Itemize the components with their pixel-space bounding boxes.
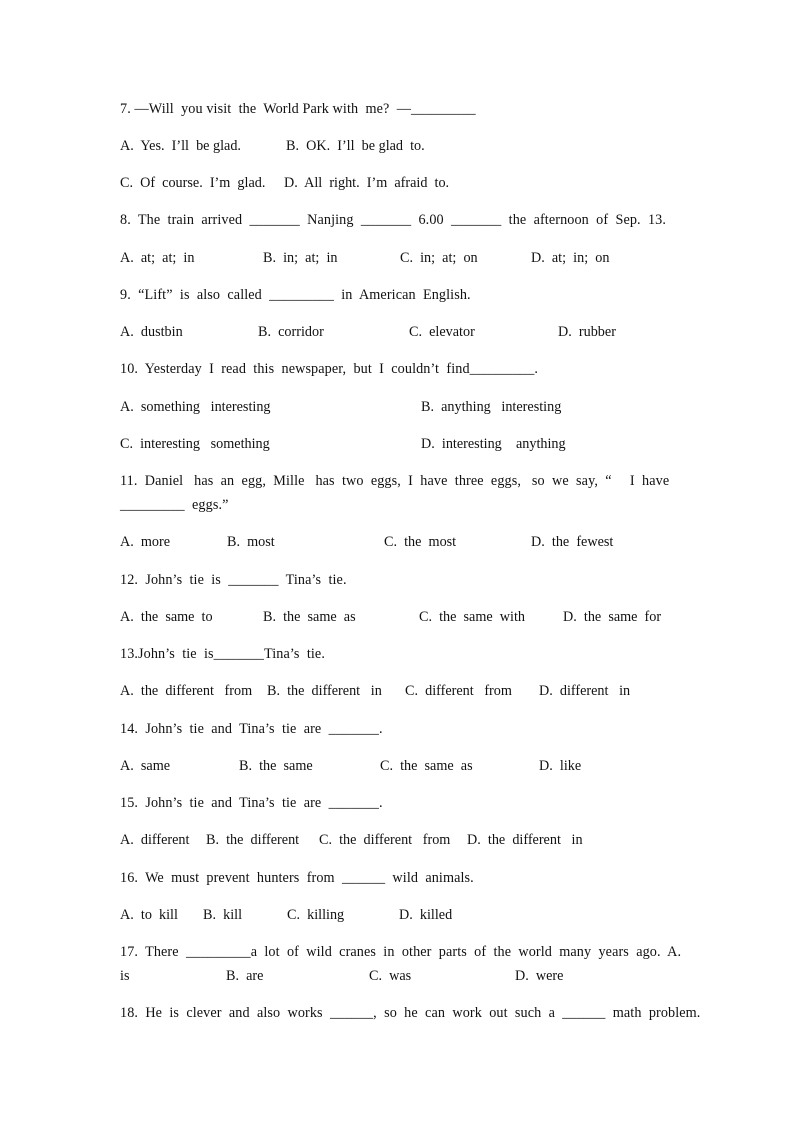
question-11-stem: 11. Daniel has an egg, Mille has two eggs, I have three eggs, so we say, “ I have (120, 473, 670, 489)
option-c: C. the most (384, 534, 457, 550)
option-d: D. different in (539, 683, 631, 699)
question-17-stem: 17. There _________a lot of wild cranes in other parts of the world many years ago. A. (120, 944, 682, 960)
option-a: A. to kill (120, 907, 178, 923)
option-d: D. at; in; on (531, 250, 610, 266)
option-a: A. the different from (120, 683, 253, 699)
option-d: D. rubber (558, 324, 616, 340)
option-d: D. killed (399, 907, 453, 923)
option-d: D. the fewest (531, 534, 614, 550)
option-c: C. the same as (380, 758, 473, 774)
option-a: A. dustbin (120, 324, 183, 340)
option-d: D. were (515, 968, 564, 984)
option-d: D. the same for (563, 609, 662, 625)
option-c: C. elevator (409, 324, 475, 340)
option-b: B. the same as (263, 609, 356, 625)
option-b: B. OK. I’ll be glad to. (286, 138, 425, 154)
option-b: B. kill (203, 907, 243, 923)
option-b: B. anything interesting (421, 399, 562, 415)
question-15-stem: 15. John’s tie and Tina’s tie are _______. (120, 795, 383, 811)
option-b: B. the different (206, 832, 300, 848)
question-11-stem-continued: _________ eggs.” (120, 497, 229, 513)
question-18-stem: 18. He is clever and also works ______, so he can work out such a ______ math problem. (120, 1005, 701, 1021)
option-d: D. interesting anything (421, 436, 566, 452)
option-c: C. in; at; on (400, 250, 478, 266)
question-9-stem: 9. “Lift” is also called _________ in American English. (120, 287, 471, 303)
option-c: C. was (369, 968, 412, 984)
question-14-stem: 14. John’s tie and Tina’s tie are _______. (120, 721, 383, 737)
option-b: B. the same (239, 758, 313, 774)
option-c: C. killing (287, 907, 345, 923)
question-13-stem: 13.John’s tie is_______Tina’s tie. (120, 646, 325, 662)
option-c: C. the same with (419, 609, 525, 625)
option-a: A. more (120, 534, 171, 550)
option-c: C. different from (405, 683, 512, 699)
question-7-stem: 7. —Will you visit the World Park with me? —_________ (120, 101, 476, 117)
option-d: D. All right. I’m afraid to. (284, 175, 450, 191)
option-b: B. most (227, 534, 275, 550)
option-a: A. different (120, 832, 190, 848)
option-c: C. Of course. I’m glad. (120, 175, 266, 191)
option-a: A. something interesting (120, 399, 271, 415)
question-10-stem: 10. Yesterday I read this newspaper, but I couldn’t find_________. (120, 361, 539, 377)
option-b: B. corridor (258, 324, 324, 340)
option-c: C. interesting something (120, 436, 270, 452)
option-a: A. Yes. I’ll be glad. (120, 138, 241, 154)
option-a: A. the same to (120, 609, 213, 625)
option-d: D. the different in (467, 832, 583, 848)
option-b: B. are (226, 968, 264, 984)
option-a: A. same (120, 758, 171, 774)
option-d: D. like (539, 758, 582, 774)
question-16-stem: 16. We must prevent hunters from ______ wild animals. (120, 870, 474, 886)
question-12-stem: 12. John’s tie is _______ Tina’s tie. (120, 572, 347, 588)
option-c: C. the different from (319, 832, 451, 848)
option-b: B. in; at; in (263, 250, 338, 266)
option-b: B. the different in (267, 683, 382, 699)
option-a: is (120, 968, 130, 984)
option-a: A. at; at; in (120, 250, 195, 266)
question-8-stem: 8. The train arrived _______ Nanjing _______ 6.00 _______ the afternoon of Sep. 13. (120, 212, 667, 228)
